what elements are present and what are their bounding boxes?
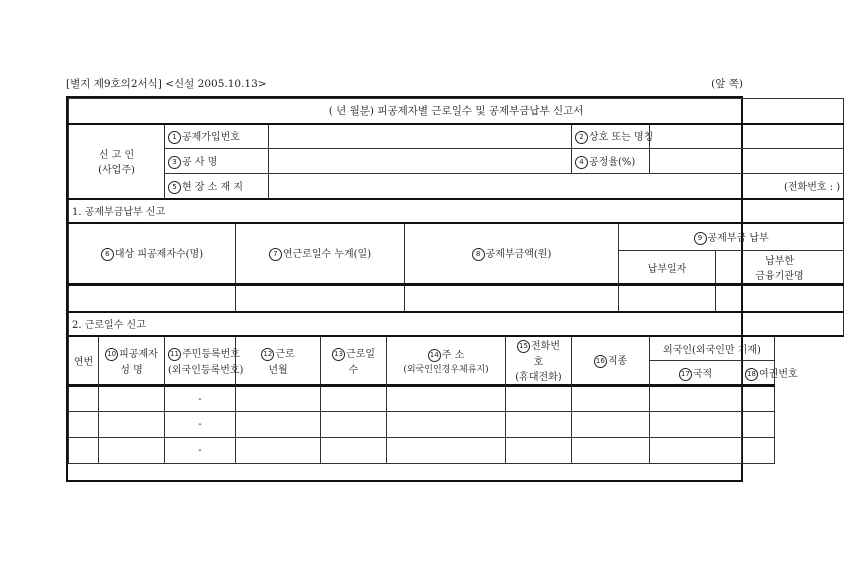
contribution-amount-field[interactable] — [405, 285, 619, 312]
worker-name-cell[interactable] — [99, 386, 165, 412]
address-cell[interactable] — [387, 438, 506, 464]
section-1-title: 1. 공제부금납부 신고 — [69, 199, 844, 223]
worker-name-header: 10 피공제자 성 명 — [99, 336, 165, 386]
work-days-cell[interactable] — [321, 412, 387, 438]
site-address-label: 5 현 장 소 재 지 — [165, 174, 269, 199]
worker-name-cell[interactable] — [99, 438, 165, 464]
membership-number-label: 1 공제가입번호 — [165, 124, 269, 149]
nationality-cell[interactable] — [650, 386, 742, 412]
serial-cell[interactable] — [69, 412, 99, 438]
membership-number-field[interactable] — [269, 124, 572, 149]
worker-name-cell[interactable] — [99, 412, 165, 438]
table-row — [69, 438, 844, 464]
contribution-payment-header: 9 공제부금 납부 — [619, 223, 844, 251]
progress-rate-label: 4 공정율(%) — [572, 149, 650, 174]
form-table — [68, 98, 844, 464]
resident-number-cell[interactable]: - — [165, 438, 236, 464]
page-side-label: (앞 쪽) — [711, 78, 743, 90]
phone-cell[interactable] — [506, 386, 572, 412]
bank-name-field[interactable] — [716, 285, 844, 312]
passport-number-cell[interactable] — [742, 412, 775, 438]
report-form — [66, 96, 841, 482]
address-header: 14 주 소 (외국인인경우체류지) — [387, 336, 506, 386]
form-title: ( 년 월분) 피공제자별 근로일수 및 공제부금납부 신고서 — [69, 99, 844, 124]
nationality-header: 17 국적 — [650, 361, 742, 386]
document-header — [66, 76, 743, 92]
payment-date-header: 납부일자 — [619, 251, 716, 285]
work-month-cell[interactable] — [236, 412, 321, 438]
company-name-field[interactable] — [650, 124, 844, 149]
phone-cell[interactable] — [506, 412, 572, 438]
phone-number-label: (전화번호 : ) — [783, 182, 841, 194]
project-name-label: 3 공 사 명 — [165, 149, 269, 174]
passport-number-cell[interactable] — [742, 438, 775, 464]
phone-cell[interactable] — [506, 438, 572, 464]
work-days-cell[interactable] — [321, 386, 387, 412]
foreigner-header: 외국인(외국인만 기재) — [650, 336, 775, 361]
subject-count-field[interactable] — [69, 285, 236, 312]
subject-count-header: 6 대상 피공제자수(명) — [69, 223, 236, 285]
resident-number-header: 11 주민등록번호 (외국인등록번호) — [165, 336, 236, 386]
table-row — [69, 412, 844, 438]
address-cell[interactable] — [387, 412, 506, 438]
payment-date-field[interactable] — [619, 285, 716, 312]
table-row — [69, 386, 844, 412]
passport-number-cell[interactable] — [742, 386, 775, 412]
occupation-header: 16 직종 — [572, 336, 650, 386]
reporter-label: 신 고 인 (사업주) — [69, 124, 165, 199]
work-month-cell[interactable] — [236, 438, 321, 464]
bank-name-header: 납부한 금융기관명 — [716, 251, 844, 285]
nationality-cell[interactable] — [650, 438, 742, 464]
work-month-header: 12 근로 년월 — [236, 336, 321, 386]
company-name-label: 2 상호 또는 명칭 — [572, 124, 650, 149]
occupation-cell[interactable] — [572, 386, 650, 412]
serial-header: 연번 — [69, 336, 99, 386]
form-reference: [별지 제9호의2서식] <신설 2005.10.13> — [66, 78, 267, 90]
occupation-cell[interactable] — [572, 438, 650, 464]
project-name-field[interactable] — [269, 149, 572, 174]
resident-number-cell[interactable]: - — [165, 412, 236, 438]
progress-rate-field[interactable] — [650, 149, 844, 174]
occupation-cell[interactable] — [572, 412, 650, 438]
contribution-amount-header: 8 공제부금액(원) — [405, 223, 619, 285]
resident-number-cell[interactable]: - — [165, 386, 236, 412]
section-2-title: 2. 근로일수 신고 — [69, 312, 844, 336]
work-days-cell[interactable] — [321, 438, 387, 464]
serial-cell[interactable] — [69, 438, 99, 464]
passport-number-header: 18 여권번호 — [742, 361, 775, 386]
work-days-header: 13 근로일 수 — [321, 336, 387, 386]
work-month-cell[interactable] — [236, 386, 321, 412]
work-days-total-field[interactable] — [236, 285, 405, 312]
address-cell[interactable] — [387, 386, 506, 412]
site-address-field[interactable] — [269, 174, 844, 199]
phone-header: 15 전화번 호 (휴대전화) — [506, 336, 572, 386]
serial-cell[interactable] — [69, 386, 99, 412]
work-days-total-header: 7 연근로일수 누계(일) — [236, 223, 405, 285]
nationality-cell[interactable] — [650, 412, 742, 438]
